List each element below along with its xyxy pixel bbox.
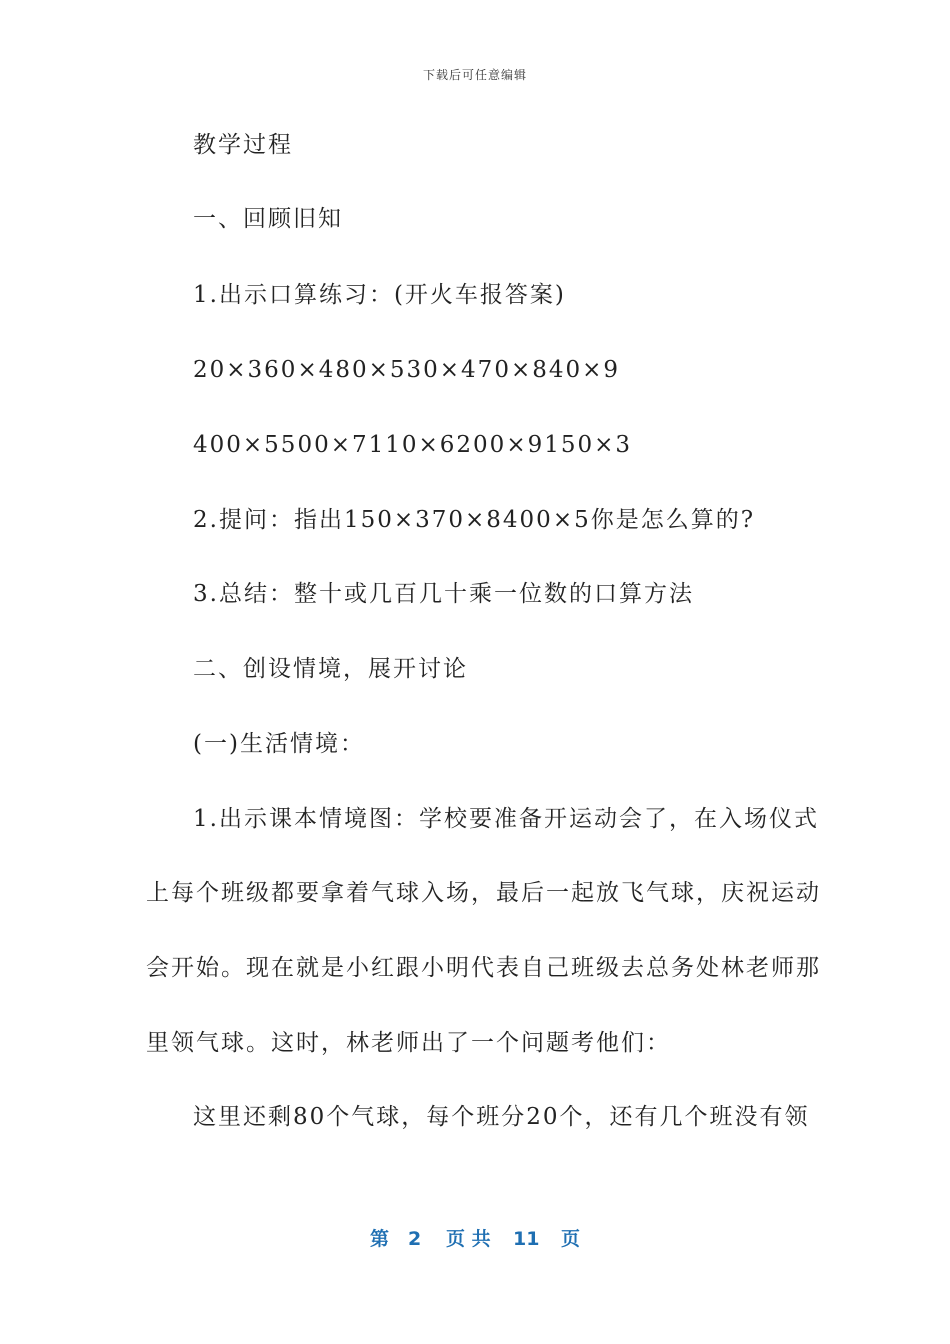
- section-heading-scenario: 二、创设情境，展开讨论: [193, 656, 468, 682]
- footer-page-number: 2: [408, 1228, 422, 1250]
- paragraph-line: 2.提问：指出150×370×8400×5你是怎么算的?: [193, 507, 756, 533]
- footer-prefix: 第: [370, 1228, 390, 1250]
- footer-total-pages: 11: [513, 1228, 540, 1250]
- paragraph-line: 3.总结：整十或几百几十乘一位数的口算方法: [193, 581, 694, 607]
- section-heading-review: 一、回顾旧知: [193, 206, 343, 232]
- paragraph-line: 上每个班级都要拿着气球入场，最后一起放飞气球，庆祝运动: [146, 880, 821, 906]
- paragraph-line: 这里还剩80个气球，每个班分20个，还有几个班没有领: [193, 1104, 810, 1130]
- paragraph-line: 20×360×480×530×470×840×9: [193, 357, 621, 383]
- paragraph-line: (一)生活情境：: [193, 731, 365, 757]
- footer-suffix: 页: [561, 1228, 581, 1250]
- footer-middle: 页 共: [446, 1228, 491, 1250]
- page-header: 下载后可任意编辑: [422, 68, 527, 82]
- paragraph-line: 会开始。现在就是小红跟小明代表自己班级去总务处林老师那: [146, 955, 821, 981]
- paragraph-line: 1.出示课本情境图：学校要准备开运动会了，在入场仪式: [193, 806, 819, 832]
- paragraph-line: 400×5500×7110×6200×9150×3: [193, 432, 633, 458]
- paragraph-line: 里领气球。这时，林老师出了一个问题考他们：: [146, 1030, 671, 1056]
- paragraph-line: 1.出示口算练习：(开火车报答案): [193, 282, 566, 308]
- section-heading-teaching-process: 教学过程: [193, 132, 293, 158]
